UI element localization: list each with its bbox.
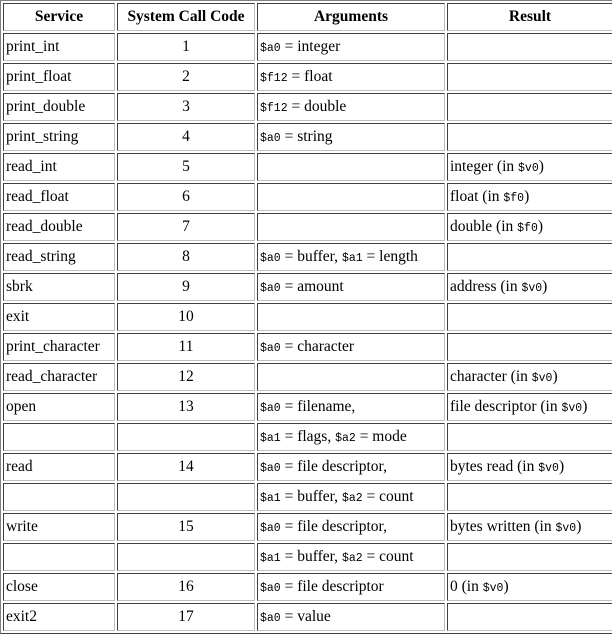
cell-text: = flags, — [280, 428, 336, 445]
service-cell: read — [3, 453, 115, 481]
register-name: $a2 — [341, 552, 363, 565]
service-cell: print_int — [3, 33, 115, 61]
cell-text: address (in — [450, 278, 522, 295]
code-cell — [117, 483, 255, 511]
cell-text: character (in — [450, 368, 532, 385]
register-name: $v0 — [482, 582, 504, 595]
register-name: $v0 — [555, 522, 577, 535]
arguments-cell — [257, 423, 445, 451]
arguments-cell — [257, 483, 445, 511]
table-row — [3, 453, 612, 481]
code-cell: 11 — [117, 333, 255, 361]
service-cell: read_float — [3, 183, 115, 211]
result-cell — [447, 93, 612, 121]
table-header — [3, 3, 612, 31]
arguments-cell — [257, 213, 445, 241]
arguments-cell — [257, 123, 445, 151]
cell-text: integer (in — [450, 158, 519, 175]
code-cell: 13 — [117, 393, 255, 421]
cell-text: = filename, — [280, 398, 356, 415]
service-cell: read_int — [3, 153, 115, 181]
result-cell — [447, 483, 612, 511]
arguments-cell — [257, 453, 445, 481]
result-cell — [447, 303, 612, 331]
register-name: $a2 — [341, 492, 363, 505]
arguments-cell — [257, 303, 445, 331]
result-cell — [447, 123, 612, 151]
cell-text: = count — [362, 488, 414, 505]
cell-text: 0 (in — [450, 578, 483, 595]
register-name: $a0 — [260, 462, 281, 475]
service-cell — [3, 483, 115, 511]
arguments-cell — [257, 363, 445, 391]
code-cell: 16 — [117, 573, 255, 601]
cell-text: = file descriptor, — [280, 518, 387, 535]
service-cell: write — [3, 513, 115, 541]
register-name: $v0 — [521, 282, 543, 295]
code-cell: 10 — [117, 303, 255, 331]
table-row — [3, 63, 612, 91]
register-name: $a0 — [260, 402, 281, 415]
cell-text: = double — [287, 98, 347, 115]
header-arguments: Arguments — [257, 3, 445, 31]
cell-text: = buffer, — [280, 248, 342, 265]
service-cell: open — [3, 393, 115, 421]
register-name: $a0 — [260, 132, 281, 145]
arguments-cell — [257, 333, 445, 361]
register-name: $a0 — [260, 522, 281, 535]
cell-text: = float — [287, 68, 333, 85]
cell-text: float (in — [450, 188, 504, 205]
code-cell: 7 — [117, 213, 255, 241]
cell-text: ) — [537, 218, 544, 235]
service-cell: sbrk — [3, 273, 115, 301]
cell-text: ) — [503, 578, 509, 595]
table-row — [3, 183, 612, 211]
result-cell — [447, 453, 612, 481]
code-cell: 17 — [117, 603, 255, 631]
cell-text: = mode — [355, 428, 407, 445]
header-result: Result — [447, 3, 612, 31]
cell-text: bytes written (in — [450, 518, 556, 535]
arguments-cell — [257, 33, 445, 61]
register-name: $a2 — [335, 432, 356, 445]
code-cell: 3 — [117, 93, 255, 121]
service-cell: read_character — [3, 363, 115, 391]
service-cell: read_double — [3, 213, 115, 241]
code-cell — [117, 543, 255, 571]
register-name: $a1 — [260, 432, 281, 445]
code-cell: 9 — [117, 273, 255, 301]
result-cell — [447, 63, 612, 91]
cell-text: ) — [558, 458, 565, 475]
code-cell: 5 — [117, 153, 255, 181]
register-name: $a1 — [260, 552, 281, 565]
register-name: $a0 — [260, 582, 281, 595]
table-row — [3, 393, 612, 421]
result-cell — [447, 33, 612, 61]
cell-text: ) — [542, 278, 548, 295]
register-name: $f0 — [517, 222, 538, 235]
service-cell: exit2 — [3, 603, 115, 631]
register-name: $f0 — [503, 192, 525, 205]
service-cell: close — [3, 573, 115, 601]
result-cell — [447, 513, 612, 541]
code-cell: 6 — [117, 183, 255, 211]
service-cell: read_string — [3, 243, 115, 271]
cell-text: ) — [576, 518, 582, 535]
result-cell — [447, 153, 612, 181]
register-name: $v0 — [561, 402, 583, 415]
code-cell — [117, 423, 255, 451]
arguments-cell — [257, 63, 445, 91]
arguments-cell — [257, 393, 445, 421]
table-body — [3, 33, 612, 631]
table-row — [3, 303, 612, 331]
service-cell — [3, 543, 115, 571]
table-row — [3, 333, 612, 361]
code-cell: 2 — [117, 63, 255, 91]
table-row — [3, 483, 612, 511]
register-name: $v0 — [518, 162, 539, 175]
cell-text: = file descriptor, — [280, 458, 387, 475]
cell-text: file descriptor (in — [450, 398, 562, 415]
table-row — [3, 153, 612, 181]
result-cell — [447, 543, 612, 571]
service-cell — [3, 423, 115, 451]
cell-text: ) — [552, 368, 558, 385]
cell-text: = buffer, — [280, 548, 342, 565]
service-cell: exit — [3, 303, 115, 331]
result-cell — [447, 603, 612, 631]
service-cell: print_float — [3, 63, 115, 91]
register-name: $a0 — [260, 42, 281, 55]
service-cell: print_character — [3, 333, 115, 361]
code-cell: 8 — [117, 243, 255, 271]
cell-text: bytes read (in — [450, 458, 539, 475]
result-cell — [447, 423, 612, 451]
arguments-cell — [257, 573, 445, 601]
cell-text: double (in — [450, 218, 518, 235]
arguments-cell — [257, 243, 445, 271]
cell-text: = count — [362, 548, 414, 565]
register-name: $a1 — [260, 492, 281, 505]
header-system-call-code: System Call Code — [117, 3, 255, 31]
arguments-cell — [257, 93, 445, 121]
result-cell — [447, 393, 612, 421]
register-name: $a0 — [260, 342, 281, 355]
result-cell — [447, 243, 612, 271]
arguments-cell — [257, 153, 445, 181]
table-row — [3, 243, 612, 271]
code-cell: 4 — [117, 123, 255, 151]
cell-text: ) — [524, 188, 530, 205]
service-cell: print_string — [3, 123, 115, 151]
cell-text: = buffer, — [280, 488, 342, 505]
cell-text: = value — [280, 608, 331, 625]
register-name: $f12 — [260, 72, 288, 85]
register-name: $f12 — [260, 102, 288, 115]
result-cell — [447, 213, 612, 241]
result-cell — [447, 273, 612, 301]
table-row — [3, 123, 612, 151]
register-name: $a0 — [260, 612, 281, 625]
arguments-cell — [257, 513, 445, 541]
table-row — [3, 213, 612, 241]
table-row — [3, 543, 612, 571]
code-cell: 1 — [117, 33, 255, 61]
register-name: $v0 — [538, 462, 559, 475]
table-row — [3, 93, 612, 121]
code-cell: 14 — [117, 453, 255, 481]
arguments-cell — [257, 273, 445, 301]
table-row — [3, 33, 612, 61]
register-name: $v0 — [531, 372, 553, 385]
cell-text: = amount — [280, 278, 344, 295]
table-row — [3, 573, 612, 601]
table-row — [3, 513, 612, 541]
cell-text: = character — [280, 338, 354, 355]
register-name: $a1 — [341, 252, 363, 265]
code-cell: 15 — [117, 513, 255, 541]
cell-text: = length — [362, 248, 418, 265]
cell-text: = integer — [280, 38, 341, 55]
table-row — [3, 603, 612, 631]
result-cell — [447, 333, 612, 361]
code-cell: 12 — [117, 363, 255, 391]
cell-text: = string — [280, 128, 333, 145]
cell-text: ) — [582, 398, 588, 415]
register-name: $a0 — [260, 282, 281, 295]
result-cell — [447, 183, 612, 211]
arguments-cell — [257, 603, 445, 631]
table-row — [3, 273, 612, 301]
cell-text: = file descriptor — [280, 578, 384, 595]
result-cell — [447, 573, 612, 601]
arguments-cell — [257, 543, 445, 571]
service-cell: print_double — [3, 93, 115, 121]
header-row — [3, 3, 612, 31]
register-name: $a0 — [260, 252, 281, 265]
table-row — [3, 423, 612, 451]
table-row — [3, 363, 612, 391]
arguments-cell — [257, 183, 445, 211]
result-cell — [447, 363, 612, 391]
cell-text: ) — [538, 158, 544, 175]
header-service: Service — [3, 3, 115, 31]
